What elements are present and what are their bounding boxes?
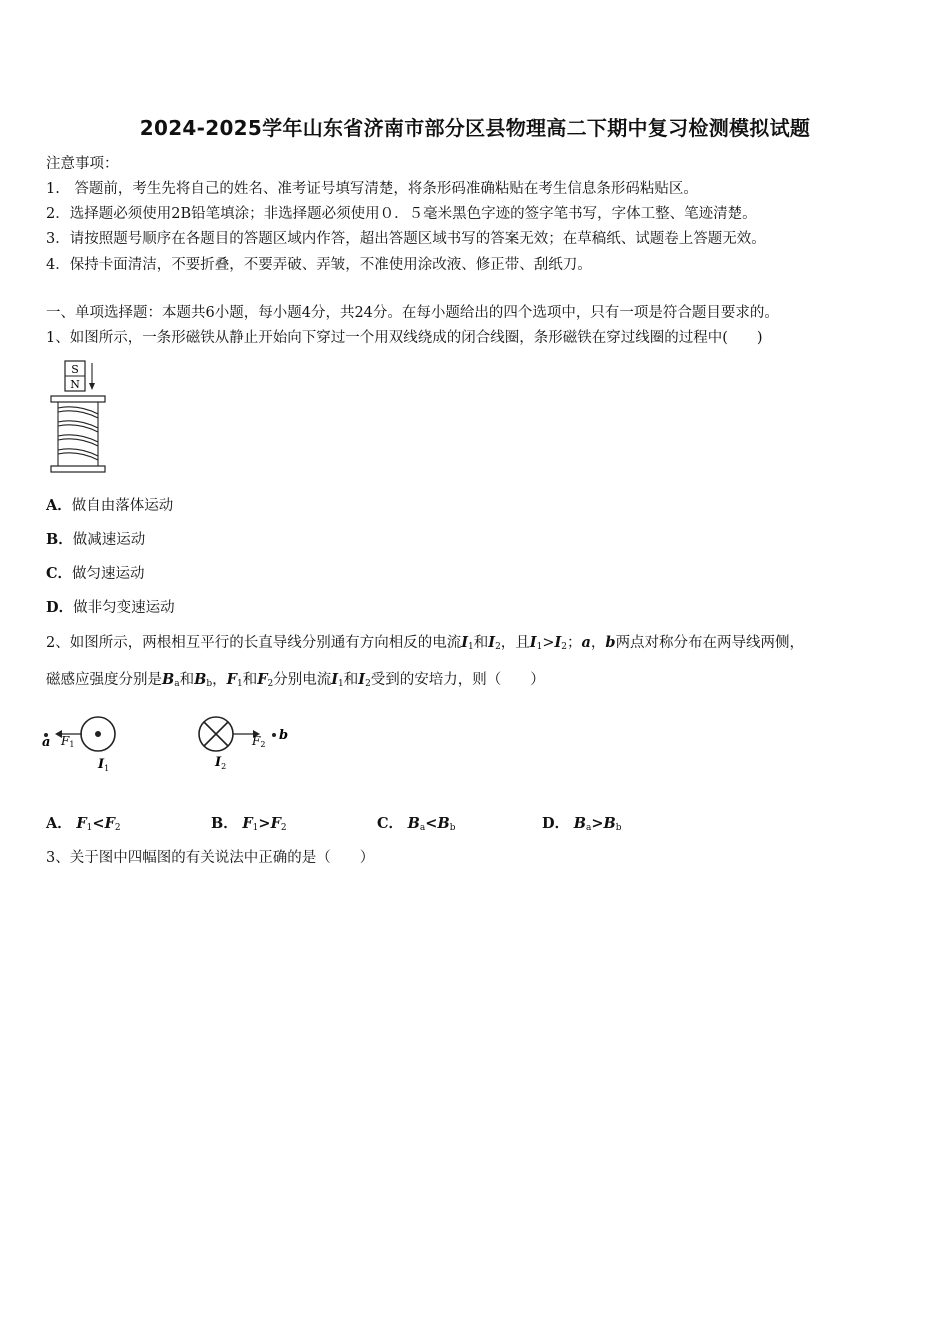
- f2-label: F2: [252, 734, 266, 749]
- question-2-stem-line-1: 2、如图所示，两根相互平行的长直导线分别通有方向相反的电流$I_1$和$I_2$，且$I_1>I_2$；a，b两点对称分布在两导线两侧，: [46, 634, 805, 652]
- notice-item-4: 4．保持卡面清洁，不要折叠，不要弄破、弄皱，不准使用涂改液、修正带、刮纸刀。: [46, 257, 592, 273]
- f1-label: F1: [61, 734, 75, 749]
- point-a-label: a: [42, 735, 51, 750]
- q2-option-d: D． $B_a>B_b$: [542, 815, 622, 833]
- q1-option-c: C．做匀速运动: [46, 565, 145, 582]
- notice-heading: 注意事项：: [46, 156, 119, 172]
- i1-label: $I_1$: [98, 757, 110, 773]
- page-title: 2024-2025学年山东省济南市部分区县物理高二下期中复习检测模拟试题: [139, 116, 811, 140]
- q2-option-c: C． $B_a<B_b$: [377, 815, 456, 833]
- point-b-label: b: [279, 728, 289, 743]
- notice-item-1: 1. 答题前，考生先将自己的姓名、准考证号填写清楚，将条形码准确粘贴在考生信息条形码粘贴区。: [46, 181, 698, 197]
- coil-windings: [58, 407, 98, 460]
- coil-top-plate: [51, 396, 105, 402]
- q1-option-b: B．做减速运动: [46, 531, 146, 548]
- i2-label: $I_2$: [215, 755, 227, 771]
- parallel-wires-figure: [40, 708, 310, 778]
- notice-item-3: 3．请按照题号顺序在各题目的答题区域内作答，超出答题区域书写的答案无效；在草稿纸、试题卷上答题无效。: [46, 231, 766, 247]
- q1-option-a: A．做自由落体运动: [46, 497, 174, 514]
- question-3-stem: 3、关于图中四幅图的有关说法中正确的是（ ）: [46, 850, 375, 866]
- section-heading: 一、单项选择题：本题共6小题，每小题4分，共24分。在每小题给出的四个选项中，只有一项是符合题目要求的。: [46, 305, 779, 321]
- question-1-stem: 1、如图所示，一条形磁铁从静止开始向下穿过一个用双线绕成的闭合线圈，条形磁铁在穿过线圈的过程中( ): [46, 330, 763, 346]
- point-b-dot: [272, 733, 276, 737]
- question-2-stem-line-2: 磁感应强度分别是$B_a$和$B_b$，$F_1$和$F_2$分别电流$I_1$和$I_2$受到的安培力，则（ ）: [46, 671, 545, 689]
- notice-item-2: 2．选择题必须使用2B铅笔填涂；非选择题必须使用０．５毫米黑色字迹的签字笔书写，字体工整、笔迹清楚。: [46, 206, 757, 222]
- magnet-s-label: S: [71, 363, 79, 376]
- coil-bottom-plate: [51, 466, 105, 472]
- q2-option-a: A． $F_1<F_2$: [46, 815, 121, 833]
- q2-option-b: B． $F_1>F_2$: [211, 815, 287, 833]
- magnet-coil-figure: [48, 358, 110, 478]
- q1-option-d: D．做非匀变速运动: [46, 599, 175, 616]
- magnet-n-label: N: [70, 378, 80, 391]
